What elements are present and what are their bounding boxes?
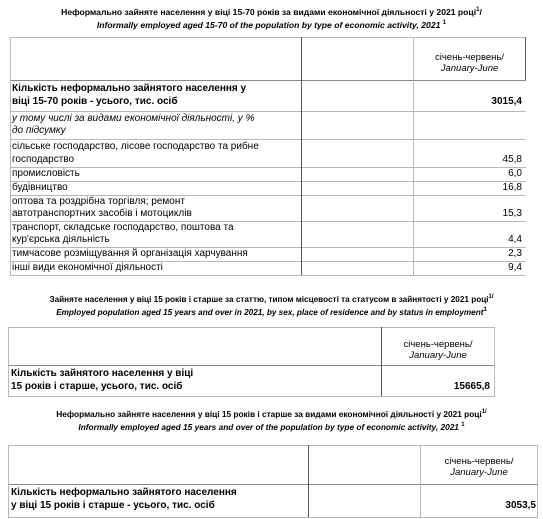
section2-title-uk: Зайняте населення у віці 15 років і старше за статтю, типом місцевості та статусом в зайнятості у 2021 році [49,295,489,304]
row-label-line1: транспорт, складське господарство, поштова та [12,222,234,233]
section2-header-en: January-June [409,350,467,361]
section3-total-value: 3053,5 [505,500,536,511]
section1-title: Неформально зайняте населення у віці 15-70 років за видами економічної діяльності у 2021 році$^1$/ [61,7,482,17]
section3-subtitle [0,421,543,433]
row-label-line1: тимчасове розміщування й організація харчування [12,248,248,259]
row-label-line1: будівництво [12,182,68,193]
section1-total-label-line1: Кількість неформально зайнятого населення у [12,83,247,94]
section1-subnote-line2: до підсумку [12,125,66,136]
row-label-line2: автотранспортних засобів і мотоциклів [12,208,192,219]
section1-header-uk: січень-червень/ [434,52,505,63]
section3-header-en: January-June [450,467,508,478]
section2-title-en: Employed population aged 15 years and over in 2021, by sex, place of residence and by status in employment [56,308,484,317]
section2-total-value: 15665,8 [453,381,490,392]
section2-header-uk: січень-червень/ [403,339,473,350]
row-value: 2,3 [508,248,522,259]
row-value: 15,3 [502,208,522,219]
section2-total-label-line1: Кількість зайнятого населення у віці [11,368,194,379]
section2-subtitle [0,307,543,319]
section3-title [0,408,543,420]
section1-column-header [414,52,525,74]
section3-total-label-line2: у віці 15 років і старше - усього, тис. осіб [11,500,215,511]
row-value: 16,8 [502,182,522,193]
section2-title-en-footnote: 1 [483,307,487,313]
section1-total-value: 3015,4 [491,96,522,107]
section1-title-uk-footnote: 1 [476,7,480,13]
row-label-line2: кур'єрська діяльність [12,234,110,245]
section1-title-en-footnote: 1 [442,20,447,26]
row-label-line1: промисловість [12,168,80,179]
row-label-line1: оптова та роздрібна торгівля; ремонт [12,196,185,207]
section3-title-en-footnote: 1 [461,422,465,428]
section2-column-header [382,339,494,361]
row-value: 4,4 [508,234,522,245]
row-label-line2: господарство [12,154,75,165]
section3-title-uk-footnote: 1/ [481,409,487,415]
section1-title-en: Informally employed aged 15-70 of the population by type of economic activity, 2021 [96,20,441,30]
row-value: 6,0 [508,168,522,179]
section1-subtitle [0,19,543,31]
row-label-line1: сільське господарство, лісове господарство та рибне [12,141,259,152]
section3-column-header [421,456,537,478]
row-label-line1: інші види економічної діяльності [12,262,163,273]
section1-total-label-line2: віці 15-70 років - усього, тис. осіб [12,96,178,107]
row-value: 45,8 [502,154,522,165]
section2-total-label-line2: 15 років і старше, усього, тис. осіб [11,381,183,392]
section3-title-en: Informally employed aged 15 years and over of the population by type of economic activity, 2021 [78,422,459,432]
section1-title-uk: Неформально зайняте населення у віці 15-70 років за видами економічної діяльності у 2021 році [61,7,477,17]
section1-header-en: January-June [440,63,499,74]
section2-title [0,294,543,306]
section3-title-uk: Неформально зайняте населення у віці 15 років і старше за видами економічної діяльності у 2021 році [56,409,482,419]
row-value: 9,4 [508,262,522,273]
section3-total-label-line1: Кількість неформально зайнятого населення [11,487,237,498]
section2-title-uk-footnote: 1/ [488,294,494,300]
section1-subnote-line1: у тому числі за видами економічної діяльності, у % [12,113,255,124]
section3-header-uk: січень-червень/ [444,456,514,467]
